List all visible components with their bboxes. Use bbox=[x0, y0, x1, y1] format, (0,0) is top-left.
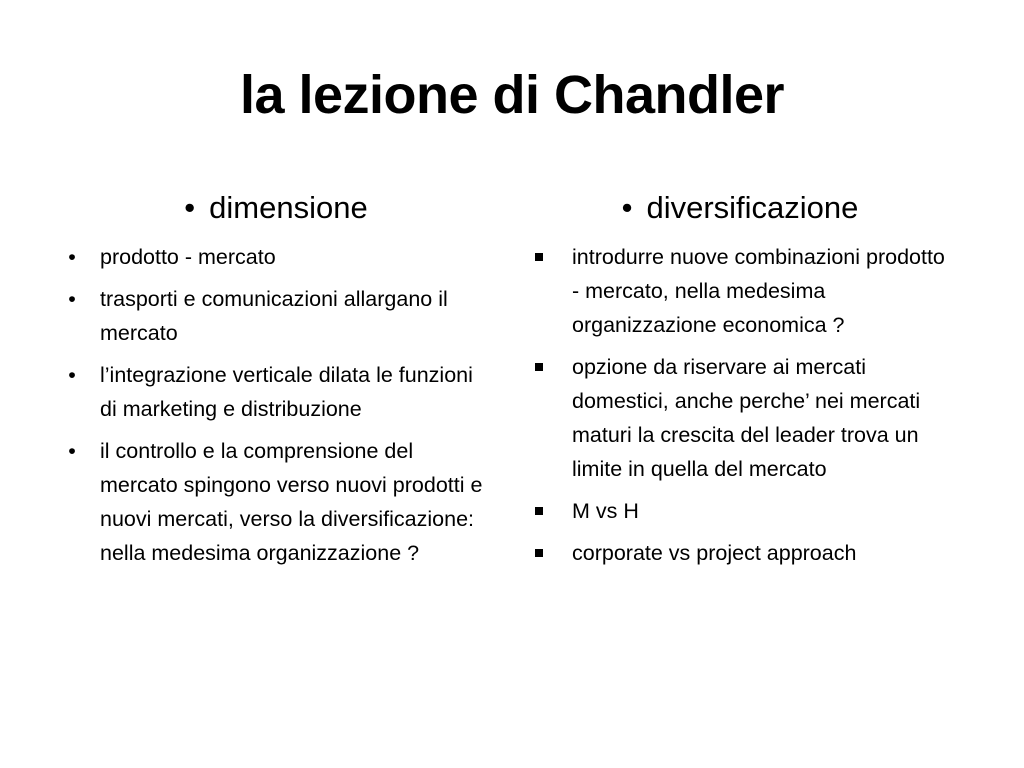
heading-bullet: • bbox=[621, 190, 633, 225]
right-column-heading bbox=[530, 188, 950, 228]
list-item-text: M vs H bbox=[572, 499, 639, 523]
bullet-icon: • bbox=[68, 287, 76, 311]
list-item bbox=[58, 358, 494, 426]
list-item-text: introdurre nuove combinazioni prodotto - mercato, nella medesima organizzazione economica ? bbox=[572, 245, 945, 337]
right-heading-text: diversificazione bbox=[646, 190, 859, 225]
list-item bbox=[58, 434, 494, 570]
left-column bbox=[58, 188, 494, 578]
list-item bbox=[530, 240, 950, 342]
heading-bullet: • bbox=[184, 190, 196, 225]
list-item bbox=[58, 282, 494, 350]
left-bullet-list bbox=[58, 240, 494, 570]
list-item bbox=[530, 350, 950, 486]
square-bullet-icon bbox=[535, 549, 543, 557]
list-item-text: opzione da riservare ai mercati domestici, anche perche’ nei mercati maturi la crescita del leader trova un limite in quella del mercato bbox=[572, 355, 921, 481]
list-item bbox=[58, 240, 494, 274]
slide-title: la lezione di Chandler bbox=[239, 65, 785, 125]
right-column bbox=[530, 188, 950, 578]
list-item-text: trasporti e comunicazioni allargano il mercato bbox=[100, 287, 448, 345]
bullet-icon: • bbox=[68, 363, 76, 387]
right-bullet-list bbox=[530, 240, 950, 570]
list-item-text: prodotto - mercato bbox=[100, 245, 276, 269]
list-item bbox=[530, 494, 950, 528]
bullet-icon: • bbox=[68, 439, 76, 463]
square-bullet-icon bbox=[535, 507, 543, 515]
list-item-text: corporate vs project approach bbox=[572, 541, 857, 565]
list-item-text: il controllo e la comprensione del mercato spingono verso nuovi prodotti e nuovi mercati, verso la diversificazione: nella medesima organizzazione ? bbox=[100, 439, 483, 565]
list-item bbox=[530, 536, 950, 570]
bullet-icon: • bbox=[68, 245, 76, 269]
left-column-heading bbox=[58, 188, 494, 228]
left-heading-text: dimensione bbox=[209, 190, 368, 225]
square-bullet-icon bbox=[535, 363, 543, 371]
list-item-text: l’integrazione verticale dilata le funzioni di marketing e distribuzione bbox=[100, 363, 473, 421]
square-bullet-icon bbox=[535, 253, 543, 261]
